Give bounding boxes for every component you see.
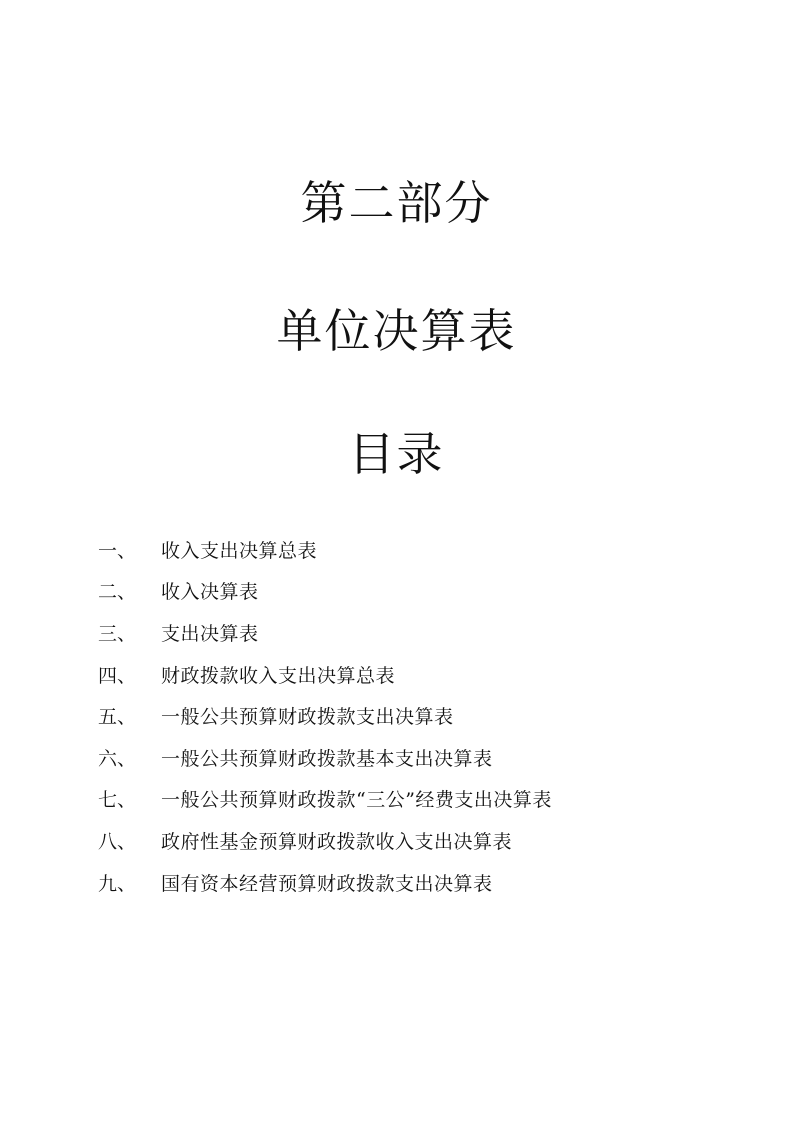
toc-item-8 bbox=[98, 821, 552, 863]
table-of-contents bbox=[98, 530, 552, 904]
toc-heading: 目录 bbox=[348, 427, 445, 481]
toc-item-title: 一般公共预算财政拨款支出决算表 bbox=[161, 706, 454, 729]
toc-item-number: 一、 bbox=[98, 539, 137, 562]
toc-item-title: 收入支出决算总表 bbox=[161, 539, 318, 562]
toc-item-number: 六、 bbox=[98, 747, 137, 770]
toc-item-9 bbox=[98, 863, 552, 905]
toc-item-title: 政府性基金预算财政拨款收入支出决算表 bbox=[161, 830, 513, 853]
toc-item-number: 七、 bbox=[98, 789, 137, 812]
toc-item-title: 支出决算表 bbox=[161, 622, 259, 645]
toc-item-3 bbox=[98, 613, 552, 655]
toc-item-title: 一般公共预算财政拨款“三公”经费支出决算表 bbox=[161, 789, 552, 812]
part-heading: 第二部分 bbox=[300, 176, 493, 230]
toc-item-6 bbox=[98, 738, 552, 780]
toc-item-2 bbox=[98, 572, 552, 614]
toc-item-number: 五、 bbox=[98, 706, 137, 729]
toc-item-title: 财政拨款收入支出决算总表 bbox=[161, 664, 396, 687]
toc-item-4 bbox=[98, 655, 552, 697]
toc-item-1 bbox=[98, 530, 552, 572]
toc-item-number: 八、 bbox=[98, 830, 137, 853]
toc-item-number: 四、 bbox=[98, 664, 137, 687]
toc-item-title: 国有资本经营预算财政拨款支出决算表 bbox=[161, 872, 493, 895]
tables-heading: 单位决算表 bbox=[276, 304, 517, 358]
toc-item-5 bbox=[98, 696, 552, 738]
toc-item-number: 九、 bbox=[98, 872, 137, 895]
toc-item-number: 二、 bbox=[98, 581, 137, 604]
toc-item-title: 收入决算表 bbox=[161, 581, 259, 604]
toc-item-7 bbox=[98, 780, 552, 822]
toc-item-number: 三、 bbox=[98, 622, 137, 645]
toc-item-title: 一般公共预算财政拨款基本支出决算表 bbox=[161, 747, 493, 770]
